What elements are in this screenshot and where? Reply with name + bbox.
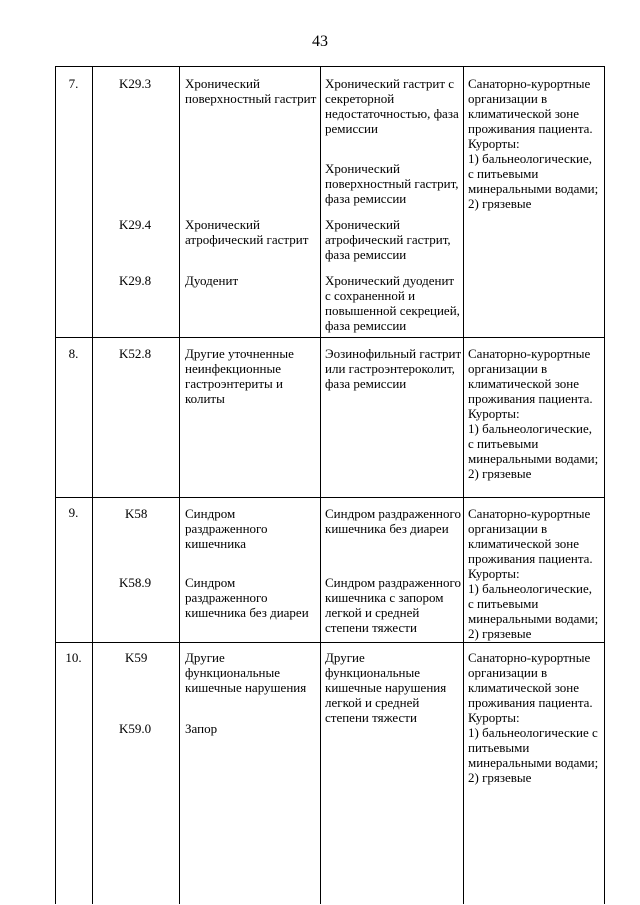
page-number: 43 [312,33,328,50]
disease-name: Синдром раздраженного кишечника [185,506,268,551]
disease-name: Дуоденит [185,273,239,288]
resort-text: Санаторно-курортные организации в климатической зоне проживания пациента. Курорты: 1) бальнеологические, с питьевыми минеральными водами; 2) грязевые [468,76,599,211]
icd-code: K52.8 [119,346,152,361]
icd-code: K59.0 [119,721,152,736]
icd-code: K58.9 [119,575,152,590]
disease-name: Хронический поверхностный гастрит [185,76,317,106]
disease-name: Другие функциональные кишечные нарушения [185,650,307,695]
condition-text: Хронический дуоденит с сохраненной и повышенной секрецией, фаза ремиссии [325,273,460,333]
resort-text: Санаторно-курортные организации в климатической зоне проживания пациента. Курорты: 1) бальнеологические, с питьевыми минеральными водами; 2) грязевые [468,346,599,481]
icd-code: K29.4 [119,217,152,232]
resort-text: Санаторно-курортные организации в климатической зоне проживания пациента. Курорты: 1) бальнеологические, с питьевыми минеральными водами; 2) грязевые [468,506,599,641]
icd-code: K29.8 [119,273,152,288]
disease-name: Синдром раздраженного кишечника без диареи [185,575,309,620]
disease-name: Запор [185,721,218,736]
row-number: 7. [68,76,79,91]
icd-code: K29.3 [119,76,152,91]
condition-text: Другие функциональные кишечные нарушения легкой и средней степени тяжести [325,650,447,725]
condition-text: Синдром раздраженного кишечника с запором легкой и средней степени тяжести [325,575,461,635]
condition-text: Хронический атрофический гастрит, фаза ремиссии [325,217,451,262]
row-number: 10. [65,650,82,665]
resort-text: Санаторно-курортные организации в климатической зоне проживания пациента. Курорты: 1) бальнеологические с питьевыми минеральными водами; 2) грязевые [468,650,599,785]
condition-text: Эозинофильный гастрит или гастроэнтероколит, фаза ремиссии [325,346,462,391]
condition-text: Хронический гастрит с секреторной недостаточностью, фаза ремиссии [325,76,459,136]
condition-text: Синдром раздраженного кишечника без диареи [325,506,461,536]
row-number: 9. [68,505,79,520]
condition-text: Хронический поверхностный гастрит, фаза ремиссии [325,161,459,206]
disease-name: Другие уточненные неинфекционные гастроэнтериты и колиты [185,346,294,406]
icd-code: K58 [125,506,148,521]
disease-name: Хронический атрофический гастрит [185,217,309,247]
icd-code: K59 [125,650,148,665]
row-number: 8. [68,346,79,361]
treatment-table [55,66,605,904]
